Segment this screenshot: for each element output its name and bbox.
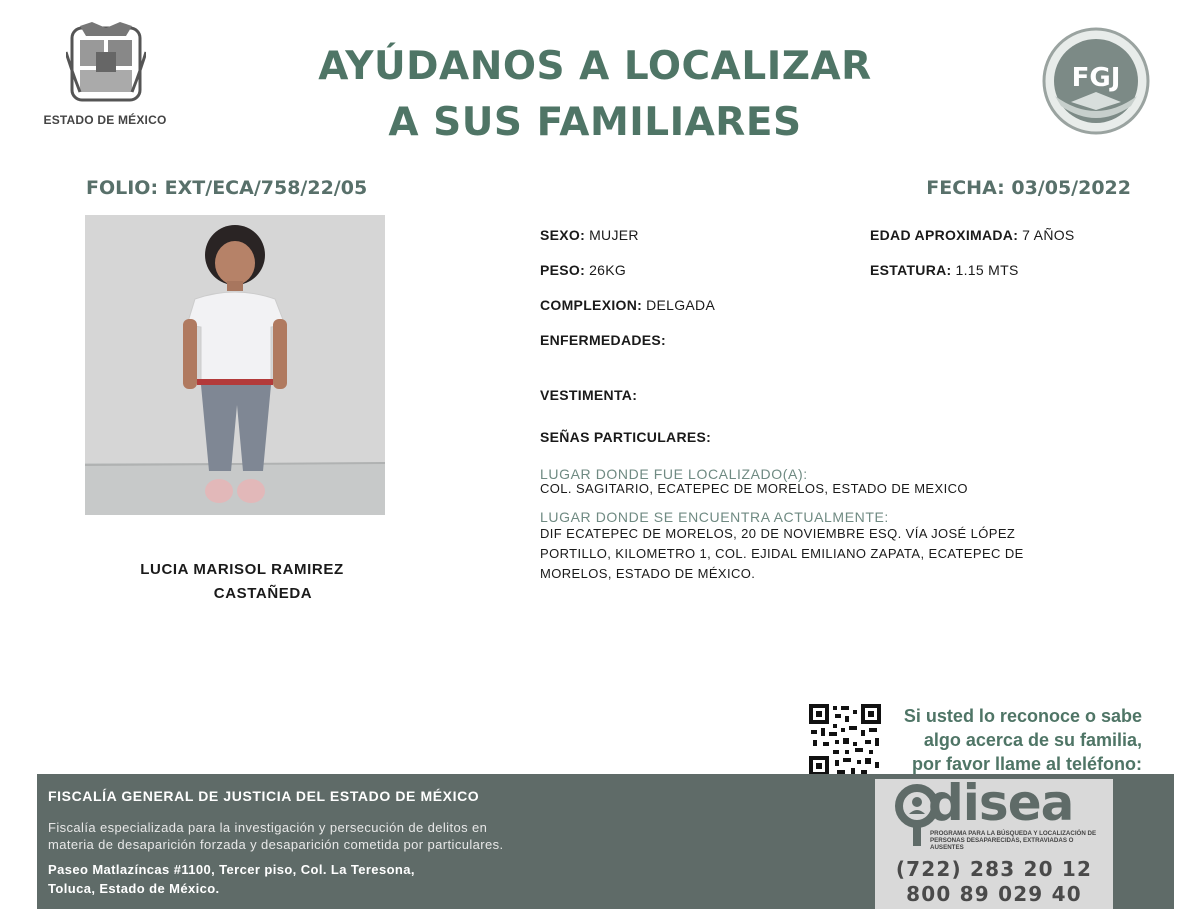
current-location-line-3: MORELOS, ESTADO DE MÉXICO. [540, 566, 756, 581]
field-edad-value: 7 AÑOS [1022, 227, 1075, 243]
footer-description-line-2: materia de desaparición forzada y desaparición cometida por particulares. [48, 837, 504, 852]
odisea-logo-word: disea [928, 774, 1074, 832]
estado-de-mexico-label: ESTADO DE MÉXICO [43, 113, 167, 127]
field-vestimenta [540, 387, 641, 403]
field-estatura-value: 1.15 MTS [955, 262, 1019, 278]
field-edad [870, 227, 1075, 243]
footer-description-line-1: Fiscalía especializada para la investigación y persecución de delitos en [48, 820, 488, 835]
field-sexo-value: MUJER [589, 227, 639, 243]
person-name-line-1: LUCIA MARISOL RAMIREZ [140, 561, 344, 578]
phone-number-1[interactable]: (722) 283 20 12 [895, 857, 1093, 881]
field-complexion-value: DELGADA [646, 297, 716, 313]
qr-code[interactable] [809, 704, 881, 776]
field-complexion-label: COMPLEXION: [540, 297, 643, 313]
field-peso-label: PESO: [540, 262, 586, 278]
field-peso-value: 26KG [589, 262, 627, 278]
field-sexo [540, 227, 639, 243]
field-sexo-label: SEXO: [540, 227, 586, 243]
footer-description [48, 819, 668, 853]
person-name-line-2: CASTAÑEDA [213, 585, 313, 602]
footer-address-line-1: Paseo Matlazíncas #1100, Tercer piso, Col. La Teresona, [48, 862, 415, 877]
field-enfermedades-label: ENFERMEDADES: [540, 332, 667, 348]
footer-address [48, 860, 608, 898]
case-folio: FOLIO: EXT/ECA/758/22/05 [86, 177, 368, 199]
found-location-value: COL. SAGITARIO, ECATEPEC DE MORELOS, ESTADO DE MEXICO [540, 481, 968, 496]
call-to-action-line-1: Si usted lo reconoce o sabe [903, 706, 1142, 726]
estado-de-mexico-coat-of-arms [66, 22, 146, 108]
odisea-tagline: PROGRAMA PARA LA BÚSQUEDA Y LOCALIZACIÓN DE PERSONAS DESAPARECIDAS, EXTRAVIADAS O AUSENTES [930, 830, 1097, 851]
field-vestimenta-label: VESTIMENTA: [540, 387, 638, 403]
field-estatura-label: ESTATURA: [870, 262, 952, 278]
current-location-line-1: DIF ECATEPEC DE MORELOS, 20 DE NOVIEMBRE ESQ. VÍA JOSÉ LÓPEZ [540, 526, 1016, 541]
footer-address-line-2: Toluca, Estado de México. [48, 881, 220, 896]
fgj-seal-logo [1041, 26, 1151, 136]
call-to-action-line-2: algo acerca de su familia, [923, 730, 1142, 750]
case-date: FECHA: 03/05/2022 [926, 177, 1131, 199]
field-senas-label: SEÑAS PARTICULARES: [540, 429, 712, 445]
field-enfermedades [540, 332, 670, 348]
field-complexion [540, 297, 715, 313]
person-photo [85, 215, 385, 515]
call-to-action-line-3: por favor llame al teléfono: [911, 754, 1142, 774]
field-peso [540, 262, 626, 278]
field-edad-label: EDAD APROXIMADA: [870, 227, 1019, 243]
field-senas [540, 429, 715, 445]
field-estatura [870, 262, 1019, 278]
phone-number-2[interactable]: 800 89 029 40 [906, 882, 1082, 906]
poster-title-line-1: AYÚDANOS A LOCALIZAR [318, 44, 872, 89]
current-location-line-2: PORTILLO, KILOMETRO 1, COL. EJIDAL EMILIANO ZAPATA, ECATEPEC DE [540, 546, 1024, 561]
current-location-label: LUGAR DONDE SE ENCUENTRA ACTUALMENTE: [540, 509, 889, 525]
poster-title-line-2: A SUS FAMILIARES [388, 100, 802, 145]
found-location-label: LUGAR DONDE FUE LOCALIZADO(A): [540, 466, 808, 482]
footer-title: FISCALÍA GENERAL DE JUSTICIA DEL ESTADO DE MÉXICO [48, 788, 480, 804]
fgj-logo-text: FGJ [1071, 63, 1121, 93]
